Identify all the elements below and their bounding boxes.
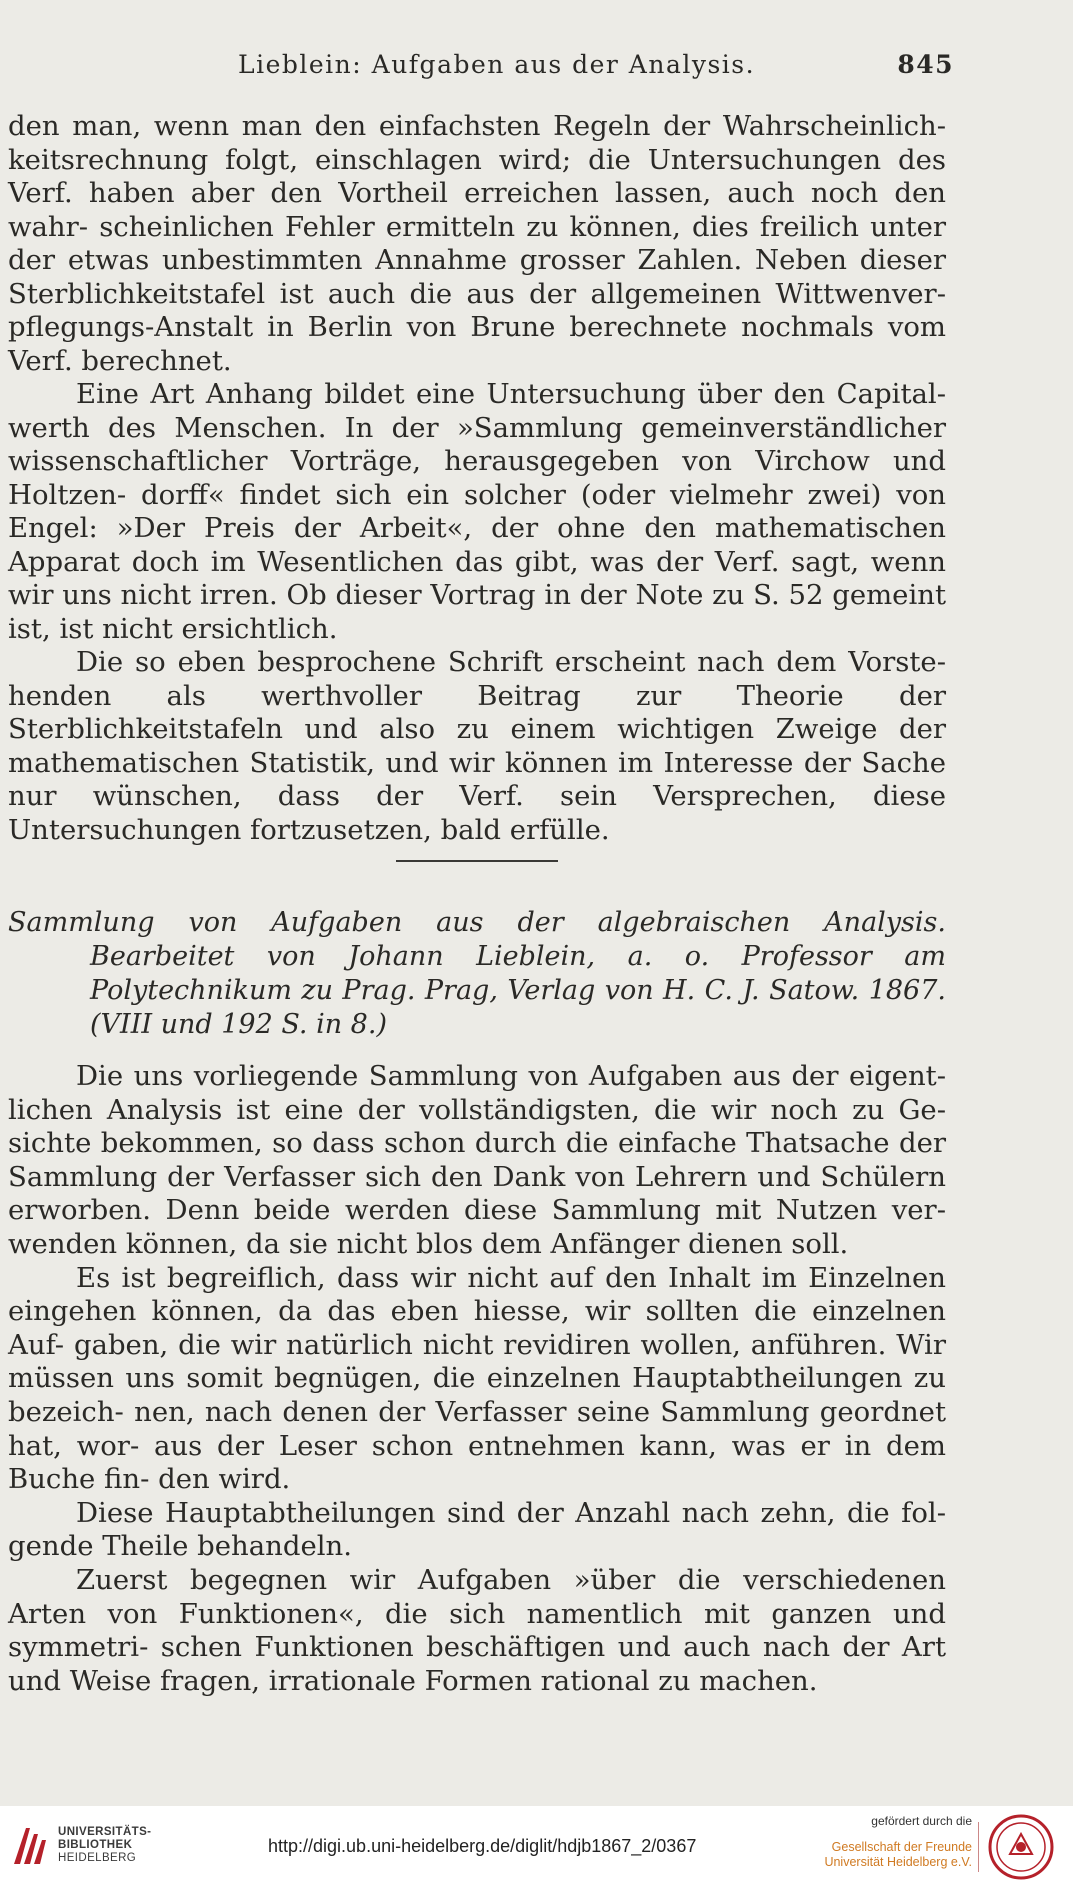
page-number: 845 [897,50,954,79]
sponsor-name[interactable] [818,1840,972,1870]
footer-divider [978,1822,979,1872]
sponsor-name-line-2: Universität Heidelberg e.V. [824,1855,972,1869]
review-continuation [8,110,946,847]
running-header [238,50,954,86]
library-name [58,1826,151,1865]
paragraph-3: Die so eben besprochene Schrift erscheint nach dem Vorste- henden als werthvoller Beitrag zur Theorie der Sterblichkeitstafeln und also zu einem wichtigen Zweige der mathematischen Statistik, und wir können im Interesse der Sache nur wünschen, dass der Verf. sein Versprechen, diese Untersuchungen fortzusetzen, bald erfülle. [8,646,946,846]
university-seal-icon [988,1814,1054,1880]
library-name-line-3: HEIDELBERG [58,1852,137,1864]
paragraph-4: Die uns vorliegende Sammlung von Aufgaben aus der eigent- lichen Analysis ist eine der vollständigsten, die wir noch zu Ge- sichte bekommen, so dass schon durch die einfache Thatsache der Sammlung der Verfasser sich den Dank von Lehrern und Schülern erworben. Denn beide werden diese Sammlung mit Nutzen ver- wenden können, da sie nicht blos dem Anfänger dienen soll. [8,1060,946,1260]
library-name-line-2: BIBLIOTHEK [58,1839,133,1851]
paragraph-1: den man, wenn man den einfachsten Regeln der Wahrscheinlich- keitsrechnung folgt, einschlagen wird; die Untersuchungen des Verf. haben aber den Vortheil erreichen lassen, auch noch den wahr- scheinlichen Fehler ermitteln zu können, dies freilich unter der etwas unbestimmten Annahme grosser Zahlen. Neben dieser Sterblichkeitstafel ist auch die aus der allgemeinen Wittwenver- pflegungs-Anstalt in Berlin von Brune berechnete nochmals vom Verf. berechnet. [8,110,946,377]
paragraph-2: Eine Art Anhang bildet eine Untersuchung über den Capital- werth des Menschen. In der »Sammlung gemeinverständlicher wissenschaftlicher Vorträge, herausgegeben von Virchow und Holtzen- dorff« findet sich ein solcher (oder vielmehr zwei) von Engel: »Der Preis der Arbeit«, der ohne den mathematischen Apparat doch im Wesentlichen das gibt, was der Verf. sagt, wenn wir uns nicht irren. Ob dieser Vortrag in der Note zu S. 52 gemeint ist, ist nicht ersichtlich. [8,378,946,645]
permalink-url[interactable]: http://digi.ub.uni-heidelberg.de/diglit/hdjb1867_2/0367 [268,1836,697,1856]
paragraph-7: Zuerst begegnen wir Aufgaben »über die verschiedenen Arten von Funktionen«, die sich namentlich mit ganzen und symmetri- schen Funktionen beschäftigen und auch nach der Art und Weise fragen, irrationale Formen rational zu machen. [8,1563,946,1697]
paragraph-5: Es ist begreiflich, dass wir nicht auf den Inhalt im Einzelnen eingehen können, da das eben hiesse, wir sollten die einzelnen Auf- gaben, die wir natürlich nicht revidiren wollen, anführen. Wir müssen uns somit begnügen, die einzelnen Hauptabtheilungen zu bezeich- nen, nach denen der Verfasser seine Sammlung geordnet hat, wor- aus der Leser schon entnehmen kann, was er in dem Buche fin- den wird. [8,1261,946,1496]
funded-by-label: gefördert durch die [871,1814,972,1828]
sponsor-name-line-1: Gesellschaft der Freunde [831,1840,972,1854]
book-citation [8,906,946,1042]
section-divider [396,860,558,862]
paragraph-6: Diese Hauptabtheilungen sind der Anzahl nach zehn, die fol- gende Theile behandeln. [8,1496,946,1563]
citation-text: Sammlung von Aufgaben aus der algebraischen Analysis. Bearbeitet von Johann Lieblein, a. o. Professor am Polytechnikum zu Prag. Prag, Verlag von H. C. J. Satow. 1867. (VIII und 192 S. in 8.) [8,907,946,1040]
digitization-footer [0,1806,1073,1884]
library-logo-icon[interactable] [10,1820,50,1870]
review-body [8,1060,946,1698]
running-title: Lieblein: Aufgaben aus der Analysis. [238,50,756,79]
library-name-line-1: UNIVERSITÄTS- [58,1826,152,1838]
